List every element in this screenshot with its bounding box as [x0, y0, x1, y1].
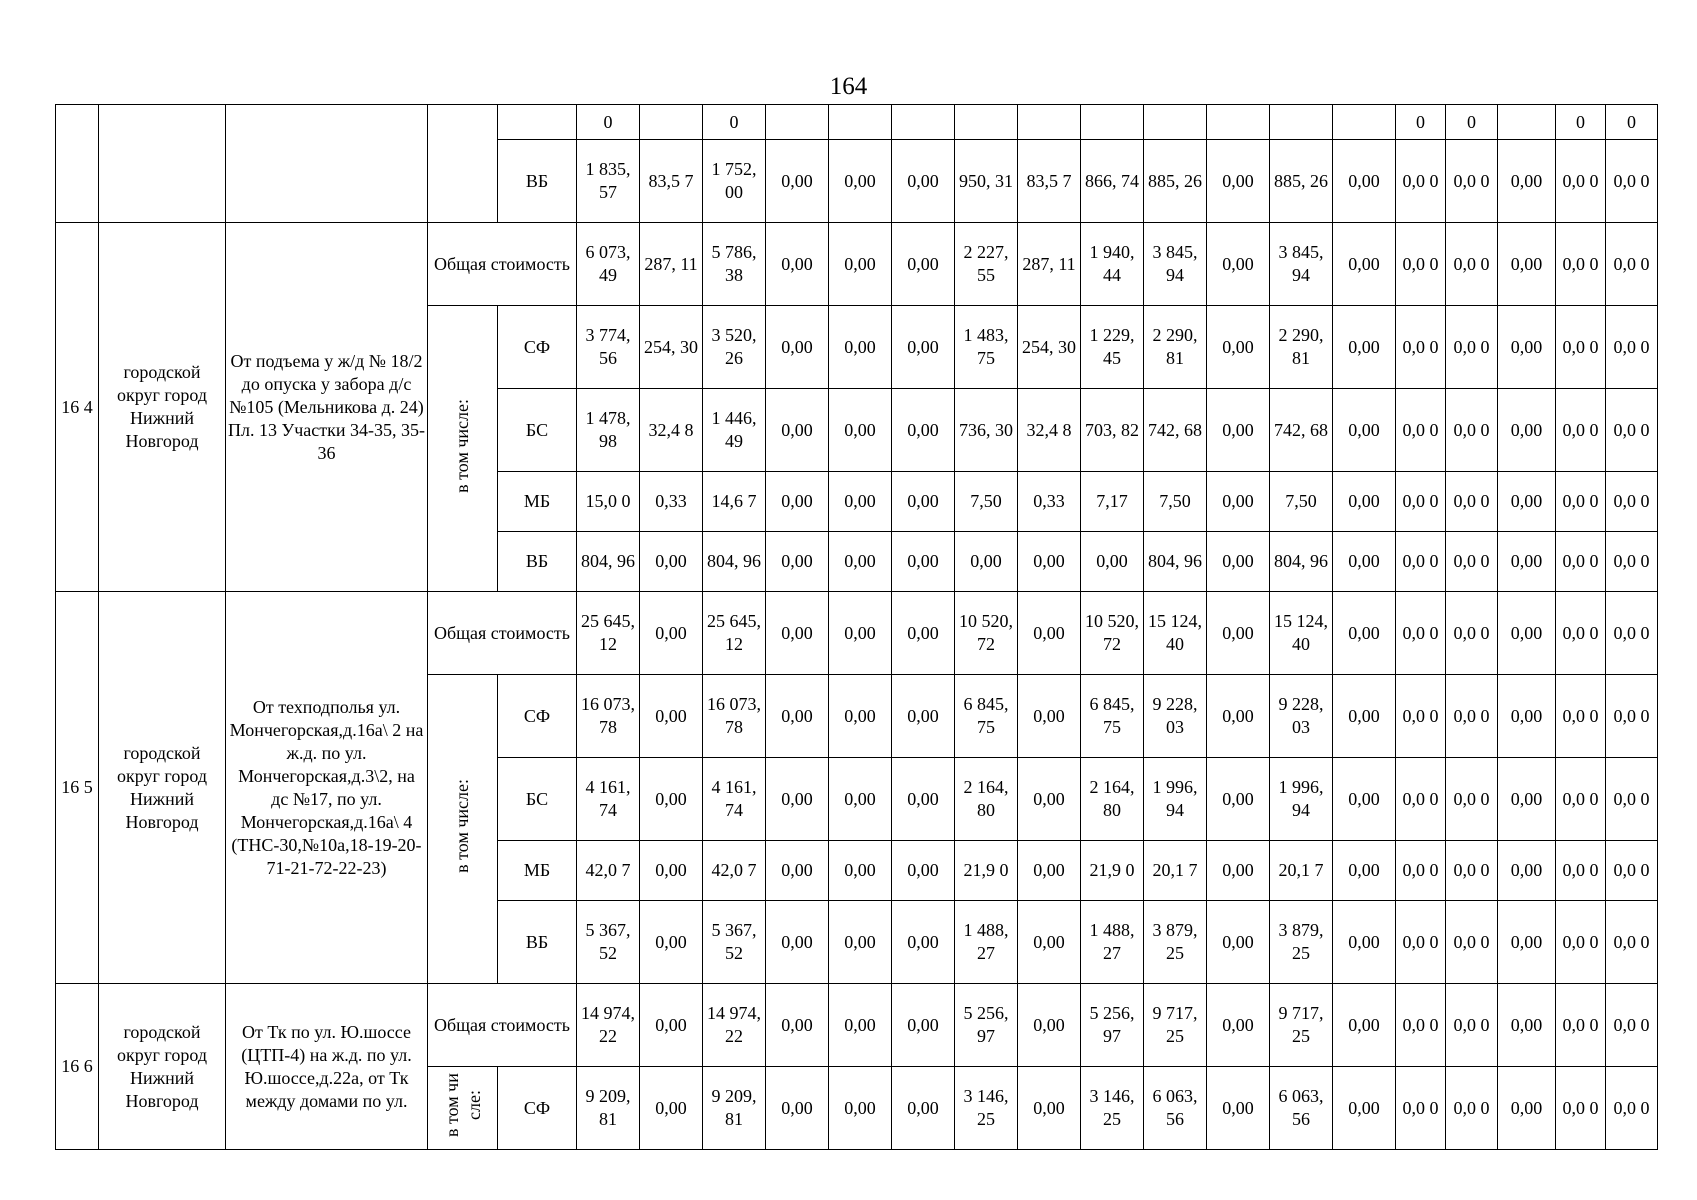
value-cell: 1 488, 27: [1081, 901, 1144, 984]
value-cell: 0,0 0: [1556, 306, 1606, 389]
source-cell: БС: [498, 389, 577, 472]
value-cell: 0,00: [1207, 901, 1270, 984]
value-cell: 0,00: [1498, 758, 1556, 841]
value-cell: 9 209, 81: [577, 1067, 640, 1150]
table-row: [56, 592, 1658, 675]
value-cell: 0,00: [829, 592, 892, 675]
value-cell: 0,0 0: [1556, 901, 1606, 984]
value-cell: 0,00: [766, 901, 829, 984]
value-cell: 21,9 0: [1081, 841, 1144, 901]
value-cell: 0,0 0: [1606, 532, 1658, 592]
id-cell: 16 4: [56, 223, 99, 592]
value-cell: 9 209, 81: [703, 1067, 766, 1150]
value-cell: 0,00: [1333, 472, 1396, 532]
value-cell: 0,0 0: [1396, 532, 1446, 592]
value-cell: 0,0 0: [1556, 758, 1606, 841]
value-cell: 0,00: [766, 389, 829, 472]
value-cell: 4 161, 74: [577, 758, 640, 841]
value-cell: 0,00: [829, 984, 892, 1067]
value-cell: 1 940, 44: [1081, 223, 1144, 306]
value-cell: 0,00: [1498, 841, 1556, 901]
value-cell: 0,33: [640, 472, 703, 532]
value-cell: 0,33: [1018, 472, 1081, 532]
value-cell: 0,00: [1498, 140, 1556, 223]
value-cell: 0,00: [766, 984, 829, 1067]
value-cell: 7,17: [1081, 472, 1144, 532]
value-cell: 0,00: [1207, 1067, 1270, 1150]
id-cell: 16 5: [56, 592, 99, 984]
value-cell: 0,00: [1207, 841, 1270, 901]
value-cell: 10 520, 72: [955, 592, 1018, 675]
source-cell: ВБ: [498, 140, 577, 223]
value-cell: [1270, 105, 1333, 140]
value-cell: 5 256, 97: [955, 984, 1018, 1067]
value-cell: 0,0 0: [1606, 472, 1658, 532]
value-cell: 742, 68: [1144, 389, 1207, 472]
value-cell: 0,00: [1207, 306, 1270, 389]
including-label: в том числе:: [452, 398, 472, 493]
value-cell: 0,0 0: [1396, 389, 1446, 472]
value-cell: 15,0 0: [577, 472, 640, 532]
value-cell: 0,00: [640, 901, 703, 984]
value-cell: 0,00: [766, 758, 829, 841]
value-cell: 2 227, 55: [955, 223, 1018, 306]
value-cell: 3 520, 26: [703, 306, 766, 389]
value-cell: 0,0 0: [1446, 223, 1498, 306]
value-cell: 0,00: [1207, 592, 1270, 675]
value-cell: 7,50: [1270, 472, 1333, 532]
value-cell: 0,00: [1498, 306, 1556, 389]
value-cell: 0,0 0: [1606, 901, 1658, 984]
value-cell: 0,00: [766, 532, 829, 592]
value-cell: 866, 74: [1081, 140, 1144, 223]
value-cell: 5 786, 38: [703, 223, 766, 306]
value-cell: 0,00: [1498, 532, 1556, 592]
value-cell: 3 879, 25: [1144, 901, 1207, 984]
value-cell: 0,0 0: [1446, 1067, 1498, 1150]
value-cell: 1 752, 00: [703, 140, 766, 223]
value-cell: 0,00: [892, 140, 955, 223]
value-cell: 0,0 0: [1556, 532, 1606, 592]
value-cell: 0,0 0: [1446, 984, 1498, 1067]
value-cell: 7,50: [1144, 472, 1207, 532]
value-cell: 742, 68: [1270, 389, 1333, 472]
value-cell: 4 161, 74: [703, 758, 766, 841]
value-cell: 0,0 0: [1606, 758, 1658, 841]
value-cell: [892, 105, 955, 140]
value-cell: 0,00: [829, 532, 892, 592]
value-cell: 703, 82: [1081, 389, 1144, 472]
value-cell: 3 146, 25: [1081, 1067, 1144, 1150]
value-cell: 0,0 0: [1556, 984, 1606, 1067]
value-cell: 287, 11: [1018, 223, 1081, 306]
value-cell: 0,00: [766, 675, 829, 758]
value-cell: 42,0 7: [703, 841, 766, 901]
value-cell: 0,0 0: [1396, 841, 1446, 901]
value-cell: 254, 30: [1018, 306, 1081, 389]
value-cell: 15 124, 40: [1270, 592, 1333, 675]
value-cell: 0,0 0: [1446, 901, 1498, 984]
value-cell: 0,0 0: [1396, 140, 1446, 223]
value-cell: 6 845, 75: [955, 675, 1018, 758]
value-cell: 0,00: [1207, 532, 1270, 592]
page-number: 164: [829, 73, 868, 100]
value-cell: 1 446, 49: [703, 389, 766, 472]
value-cell: 254, 30: [640, 306, 703, 389]
value-cell: [1144, 105, 1207, 140]
value-cell: 83,5 7: [640, 140, 703, 223]
value-cell: 0,00: [1498, 223, 1556, 306]
description-cell: От техподполья ул. Мончегорская,д.16а\ 2 на ж.д. по ул. Мончегорская,д.3\2, на дс №17, по ул. Мончегорская,д.16а\ 4 (ТНС-30,№10а,18-19-20-71-21-72-22-23): [226, 592, 428, 984]
value-cell: 0,0 0: [1446, 472, 1498, 532]
value-cell: 0,0 0: [1556, 389, 1606, 472]
value-cell: 0,0 0: [1396, 472, 1446, 532]
value-cell: 83,5 7: [1018, 140, 1081, 223]
value-cell: 0,00: [1018, 984, 1081, 1067]
value-cell: [1018, 105, 1081, 140]
value-cell: 0: [1396, 105, 1446, 140]
value-cell: 0,00: [1207, 472, 1270, 532]
value-cell: 21,9 0: [955, 841, 1018, 901]
value-cell: 2 290, 81: [1144, 306, 1207, 389]
value-cell: 0,00: [1207, 140, 1270, 223]
value-cell: 0,00: [1333, 675, 1396, 758]
value-cell: 20,1 7: [1270, 841, 1333, 901]
value-cell: 2 164, 80: [955, 758, 1018, 841]
including-cell: [428, 105, 498, 223]
value-cell: [766, 105, 829, 140]
value-cell: 0,00: [1018, 901, 1081, 984]
value-cell: 6 073, 49: [577, 223, 640, 306]
value-cell: 0,00: [766, 592, 829, 675]
value-cell: 0,0 0: [1556, 675, 1606, 758]
value-cell: 287, 11: [640, 223, 703, 306]
value-cell: 0,00: [892, 841, 955, 901]
value-cell: 0,0 0: [1396, 592, 1446, 675]
value-cell: 885, 26: [1144, 140, 1207, 223]
value-cell: 0,0 0: [1606, 140, 1658, 223]
source-cell: СФ: [498, 675, 577, 758]
description-cell: [226, 105, 428, 223]
value-cell: 9 228, 03: [1144, 675, 1207, 758]
value-cell: 0,0 0: [1446, 592, 1498, 675]
value-cell: 20,1 7: [1144, 841, 1207, 901]
value-cell: 0,00: [1333, 901, 1396, 984]
value-cell: 3 845, 94: [1144, 223, 1207, 306]
value-cell: 0,00: [640, 592, 703, 675]
value-cell: 9 717, 25: [1144, 984, 1207, 1067]
value-cell: 0,0 0: [1556, 472, 1606, 532]
value-cell: 42,0 7: [577, 841, 640, 901]
value-cell: 16 073, 78: [577, 675, 640, 758]
value-cell: 0,00: [640, 984, 703, 1067]
source-cell: МБ: [498, 841, 577, 901]
value-cell: 0,00: [1207, 984, 1270, 1067]
total-cost-label: Общая стоимость: [428, 592, 577, 675]
value-cell: 0,00: [892, 472, 955, 532]
value-cell: 0,0 0: [1396, 758, 1446, 841]
including-cell: [428, 306, 498, 592]
including-cell: [428, 1067, 498, 1150]
including-cell: [428, 675, 498, 984]
value-cell: 0,00: [1333, 389, 1396, 472]
value-cell: 14 974, 22: [703, 984, 766, 1067]
including-label: в том числе:: [452, 779, 472, 873]
value-cell: 7,50: [955, 472, 1018, 532]
value-cell: 0,00: [892, 1067, 955, 1150]
value-cell: 0,00: [766, 841, 829, 901]
value-cell: 0,00: [1498, 592, 1556, 675]
value-cell: 0,00: [892, 532, 955, 592]
value-cell: 0,00: [892, 984, 955, 1067]
value-cell: 0,0 0: [1446, 532, 1498, 592]
value-cell: 3 845, 94: [1270, 223, 1333, 306]
description-cell: От Тк по ул. Ю.шоссе (ЦТП-4) на ж.д. по ул. Ю.шоссе,д.22а, от Тк между домами по ул.: [226, 984, 428, 1150]
value-cell: 1 483, 75: [955, 306, 1018, 389]
value-cell: 885, 26: [1270, 140, 1333, 223]
value-cell: 0,0 0: [1446, 841, 1498, 901]
value-cell: 0,00: [1498, 472, 1556, 532]
source-cell: ВБ: [498, 901, 577, 984]
value-cell: [1081, 105, 1144, 140]
source-cell: СФ: [498, 306, 577, 389]
value-cell: 0,00: [892, 901, 955, 984]
value-cell: 804, 96: [1144, 532, 1207, 592]
value-cell: 736, 30: [955, 389, 1018, 472]
value-cell: 0,0 0: [1446, 389, 1498, 472]
value-cell: 0,00: [1018, 841, 1081, 901]
value-cell: 10 520, 72: [1081, 592, 1144, 675]
value-cell: 0,00: [1333, 758, 1396, 841]
value-cell: 0,00: [766, 223, 829, 306]
value-cell: 1 478, 98: [577, 389, 640, 472]
value-cell: 16 073, 78: [703, 675, 766, 758]
value-cell: 0,0 0: [1446, 675, 1498, 758]
value-cell: 0,00: [640, 532, 703, 592]
municipality-cell: городской округ город Нижний Новгород: [99, 592, 226, 984]
value-cell: 0,0 0: [1606, 841, 1658, 901]
value-cell: 0,00: [829, 1067, 892, 1150]
value-cell: 0,00: [766, 306, 829, 389]
value-cell: 0,00: [1018, 675, 1081, 758]
value-cell: [1207, 105, 1270, 140]
value-cell: 5 367, 52: [703, 901, 766, 984]
value-cell: 0,00: [892, 592, 955, 675]
value-cell: 804, 96: [577, 532, 640, 592]
value-cell: 0,00: [1333, 306, 1396, 389]
value-cell: 0,00: [829, 472, 892, 532]
value-cell: 2 290, 81: [1270, 306, 1333, 389]
source-cell: МБ: [498, 472, 577, 532]
table-row: [56, 984, 1658, 1067]
value-cell: 0,0 0: [1606, 592, 1658, 675]
municipality-cell: [99, 105, 226, 223]
source-cell: БС: [498, 758, 577, 841]
value-cell: 0: [577, 105, 640, 140]
value-cell: 3 146, 25: [955, 1067, 1018, 1150]
value-cell: 0: [1446, 105, 1498, 140]
source-cell: ВБ: [498, 532, 577, 592]
value-cell: 32,4 8: [1018, 389, 1081, 472]
value-cell: 0,00: [955, 532, 1018, 592]
value-cell: 1 996, 94: [1144, 758, 1207, 841]
value-cell: 0,00: [829, 901, 892, 984]
value-cell: 0,00: [1333, 223, 1396, 306]
value-cell: 15 124, 40: [1144, 592, 1207, 675]
value-cell: [955, 105, 1018, 140]
value-cell: 1 835, 57: [577, 140, 640, 223]
value-cell: 0,0 0: [1396, 675, 1446, 758]
source-cell: [498, 105, 577, 140]
value-cell: 0,00: [892, 758, 955, 841]
table-row: [56, 105, 1658, 140]
value-cell: 950, 31: [955, 140, 1018, 223]
value-cell: 0,0 0: [1396, 306, 1446, 389]
value-cell: 14 974, 22: [577, 984, 640, 1067]
municipality-cell: городской округ город Нижний Новгород: [99, 223, 226, 592]
value-cell: 0,0 0: [1556, 841, 1606, 901]
value-cell: 0,00: [1333, 841, 1396, 901]
value-cell: [829, 105, 892, 140]
value-cell: [640, 105, 703, 140]
total-cost-label: Общая стоимость: [428, 984, 577, 1067]
value-cell: 0,00: [1333, 532, 1396, 592]
value-cell: 0: [1556, 105, 1606, 140]
value-cell: 0,00: [1498, 389, 1556, 472]
value-cell: 0,00: [766, 1067, 829, 1150]
value-cell: 0,00: [1207, 675, 1270, 758]
value-cell: 0,00: [640, 1067, 703, 1150]
value-cell: 0,00: [829, 306, 892, 389]
value-cell: 0,00: [1498, 984, 1556, 1067]
value-cell: 3 879, 25: [1270, 901, 1333, 984]
value-cell: 9 717, 25: [1270, 984, 1333, 1067]
value-cell: 0,00: [1498, 901, 1556, 984]
value-cell: 0,0 0: [1606, 389, 1658, 472]
value-cell: 14,6 7: [703, 472, 766, 532]
value-cell: 0,0 0: [1556, 1067, 1606, 1150]
value-cell: 0,00: [1018, 532, 1081, 592]
value-cell: 0,0 0: [1606, 1067, 1658, 1150]
value-cell: 2 164, 80: [1081, 758, 1144, 841]
value-cell: 0,0 0: [1606, 306, 1658, 389]
value-cell: 0: [1606, 105, 1658, 140]
value-cell: 25 645, 12: [703, 592, 766, 675]
value-cell: 0: [703, 105, 766, 140]
value-cell: 0,0 0: [1446, 140, 1498, 223]
value-cell: 0,00: [1018, 758, 1081, 841]
value-cell: 0,00: [1333, 984, 1396, 1067]
budget-table: [55, 104, 1658, 1150]
source-cell: СФ: [498, 1067, 577, 1150]
value-cell: 0,00: [892, 389, 955, 472]
value-cell: 0,0 0: [1396, 223, 1446, 306]
value-cell: 0,00: [640, 675, 703, 758]
value-cell: 0,00: [829, 223, 892, 306]
value-cell: 0,0 0: [1396, 901, 1446, 984]
value-cell: 6 063, 56: [1270, 1067, 1333, 1150]
value-cell: 0,00: [1207, 389, 1270, 472]
value-cell: 0,0 0: [1396, 984, 1446, 1067]
value-cell: 5 367, 52: [577, 901, 640, 984]
value-cell: 0,00: [1018, 1067, 1081, 1150]
value-cell: 0,00: [829, 140, 892, 223]
value-cell: 0,00: [829, 841, 892, 901]
value-cell: 0,00: [1081, 532, 1144, 592]
table-row: [56, 223, 1658, 306]
value-cell: 9 228, 03: [1270, 675, 1333, 758]
value-cell: 0,00: [892, 223, 955, 306]
value-cell: 25 645, 12: [577, 592, 640, 675]
value-cell: 0,0 0: [1446, 306, 1498, 389]
value-cell: 0,00: [1018, 592, 1081, 675]
value-cell: [1498, 105, 1556, 140]
value-cell: 1 996, 94: [1270, 758, 1333, 841]
table-body: [56, 105, 1658, 1150]
value-cell: 0,00: [766, 472, 829, 532]
value-cell: 0,00: [892, 306, 955, 389]
value-cell: 0,00: [1207, 758, 1270, 841]
value-cell: 0,0 0: [1556, 223, 1606, 306]
value-cell: 0,00: [1333, 1067, 1396, 1150]
value-cell: 0,0 0: [1556, 140, 1606, 223]
value-cell: 1 488, 27: [955, 901, 1018, 984]
value-cell: 0,0 0: [1606, 675, 1658, 758]
value-cell: 6 063, 56: [1144, 1067, 1207, 1150]
value-cell: 0,0 0: [1606, 984, 1658, 1067]
value-cell: 32,4 8: [640, 389, 703, 472]
value-cell: 0,00: [1333, 140, 1396, 223]
value-cell: 0,00: [766, 140, 829, 223]
value-cell: [1333, 105, 1396, 140]
municipality-cell: городской округ город Нижний Новгород: [99, 984, 226, 1150]
value-cell: 0,00: [640, 841, 703, 901]
value-cell: 6 845, 75: [1081, 675, 1144, 758]
value-cell: 0,00: [1498, 675, 1556, 758]
id-cell: 16 6: [56, 984, 99, 1150]
value-cell: 0,00: [1333, 592, 1396, 675]
including-label: в том числе:: [441, 1073, 484, 1137]
value-cell: 0,0 0: [1556, 592, 1606, 675]
value-cell: 0,0 0: [1606, 223, 1658, 306]
value-cell: 5 256, 97: [1081, 984, 1144, 1067]
value-cell: 0,00: [829, 675, 892, 758]
total-cost-label: Общая стоимость: [428, 223, 577, 306]
value-cell: 0,00: [1207, 223, 1270, 306]
id-cell: [56, 105, 99, 223]
value-cell: 0,00: [829, 389, 892, 472]
value-cell: 3 774, 56: [577, 306, 640, 389]
value-cell: 0,00: [640, 758, 703, 841]
value-cell: 0,00: [1498, 1067, 1556, 1150]
value-cell: 0,00: [829, 758, 892, 841]
value-cell: 0,0 0: [1396, 1067, 1446, 1150]
value-cell: 1 229, 45: [1081, 306, 1144, 389]
value-cell: 0,0 0: [1446, 758, 1498, 841]
value-cell: 804, 96: [703, 532, 766, 592]
value-cell: 0,00: [892, 675, 955, 758]
value-cell: 804, 96: [1270, 532, 1333, 592]
description-cell: От подъема у ж/д № 18/2 до опуска у забора д/с №105 (Мельникова д. 24) Пл. 13 Участки 34-35, 35-36: [226, 223, 428, 592]
